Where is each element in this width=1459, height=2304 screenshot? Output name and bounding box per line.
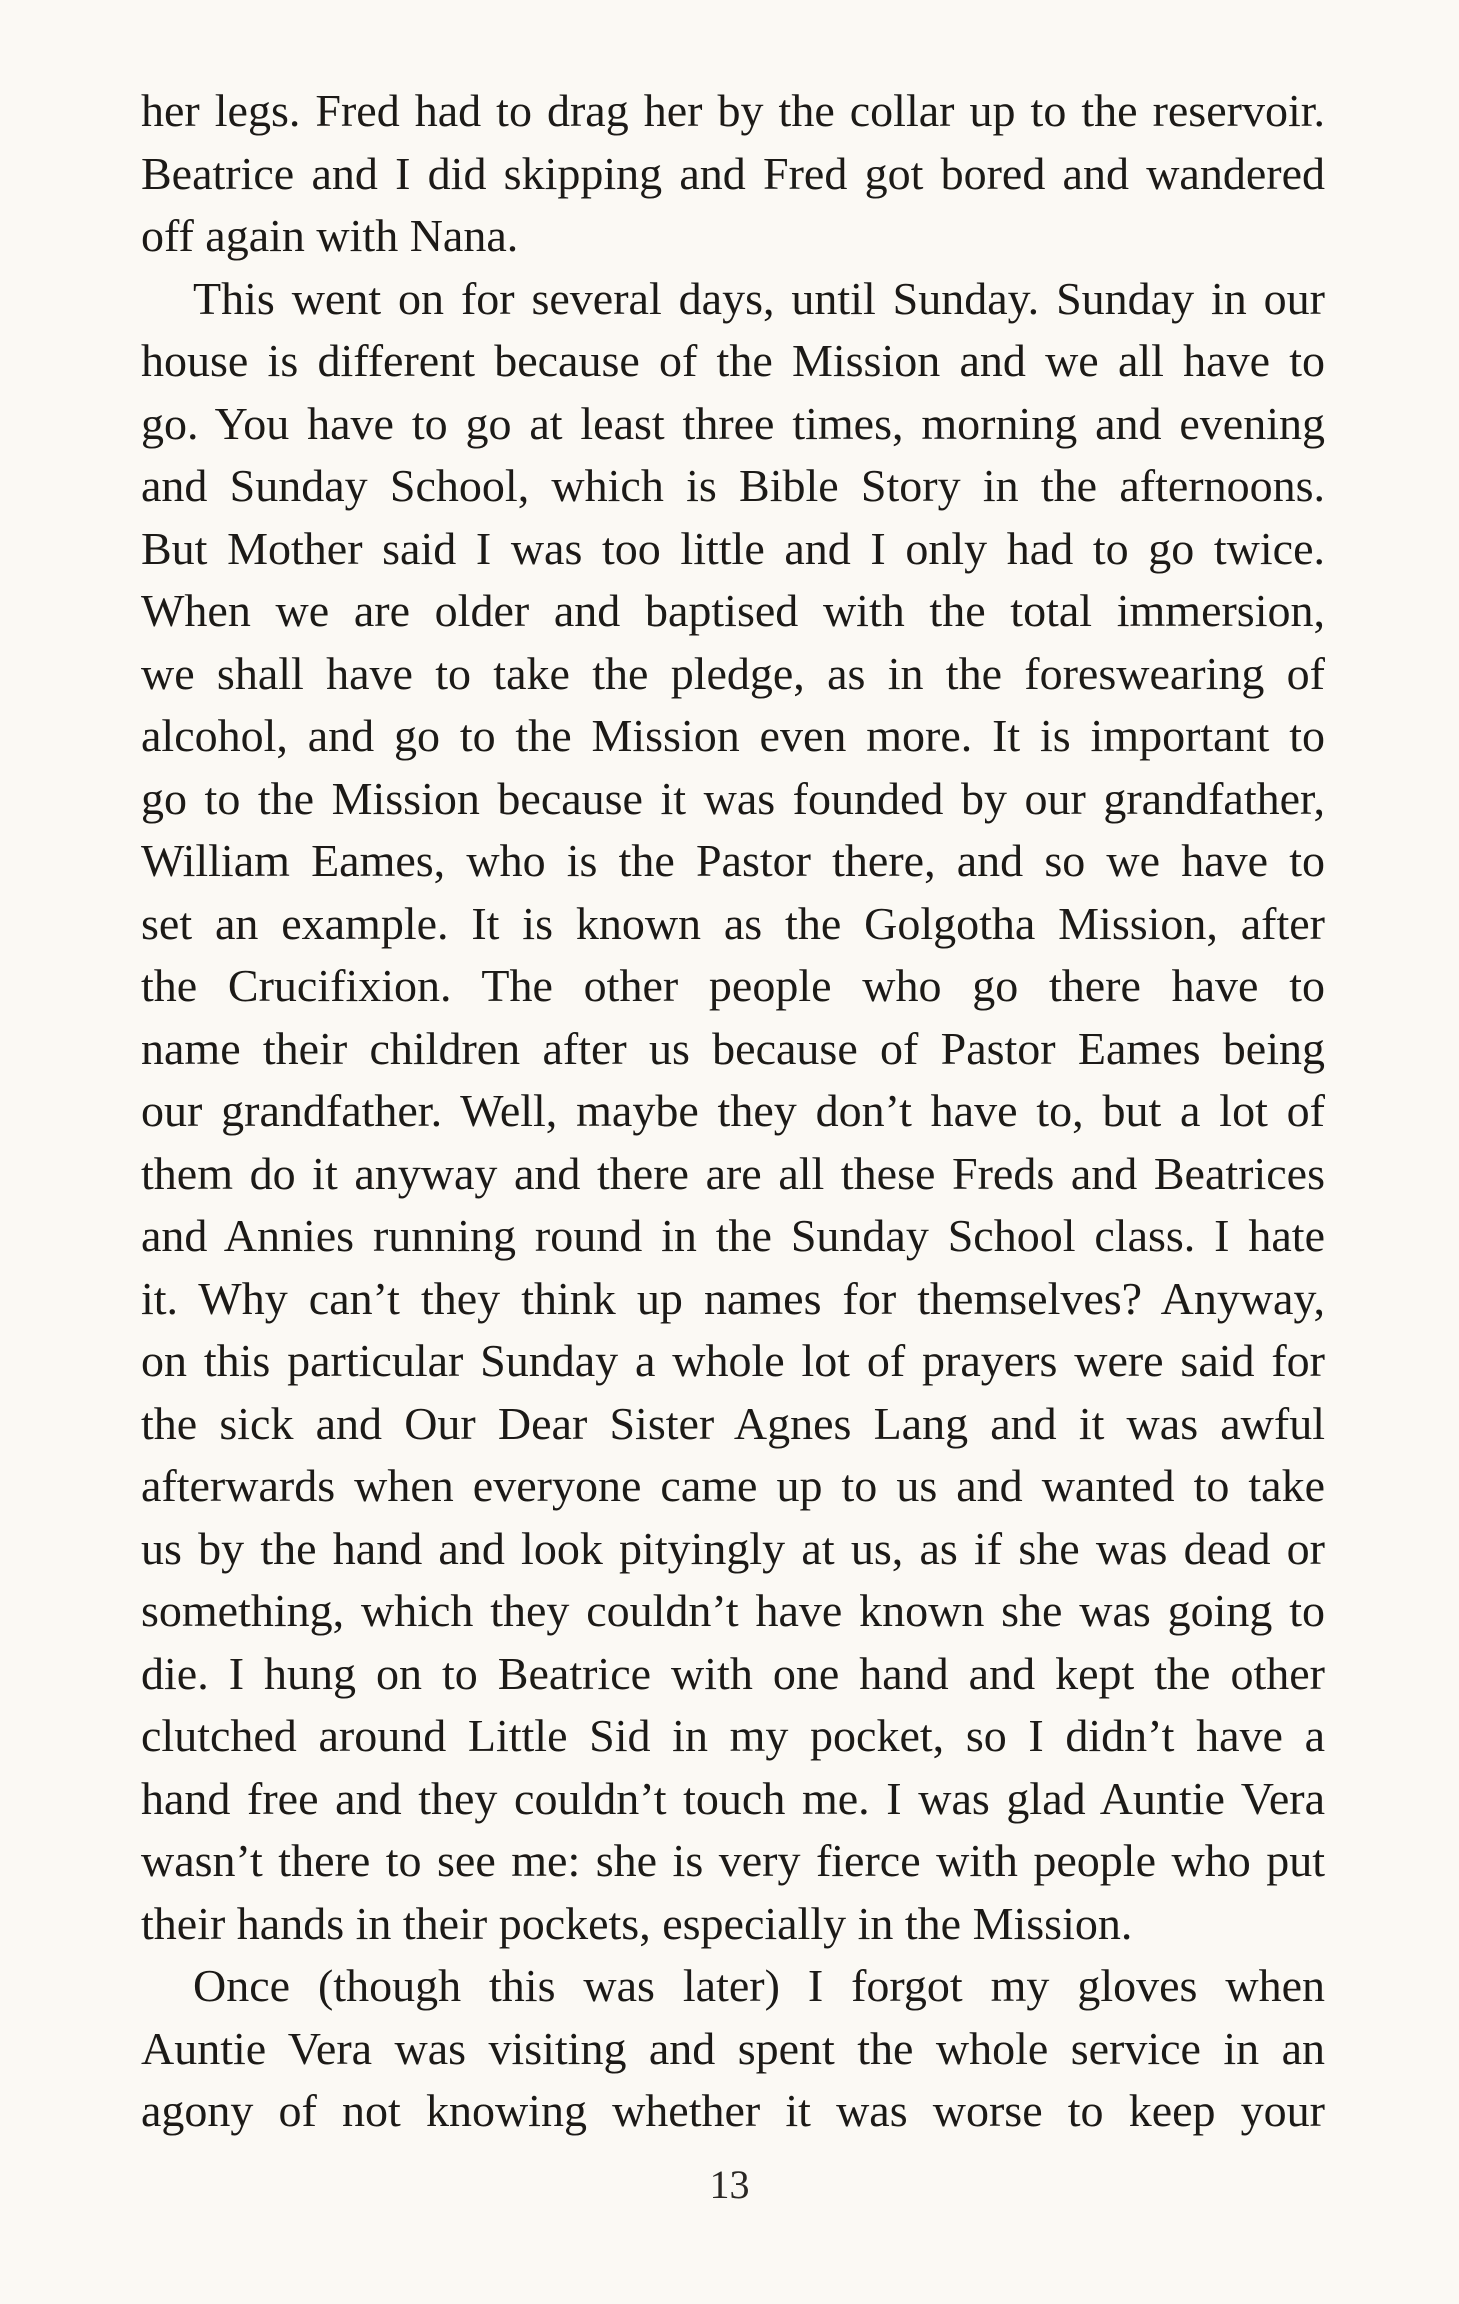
text-line: But Mother said I was too little and I only had to go twice. (141, 522, 1325, 574)
text-line: go to the Mission because it was founded by our grandfather, (141, 772, 1325, 824)
text-line: us by the hand and look pityingly at us, as if she was dead or (141, 1522, 1325, 1574)
text-line: on this particular Sunday a whole lot of prayers were said for (141, 1335, 1325, 1386)
text-line: set an example. It is known as the Golgotha Mission, after (141, 897, 1325, 949)
text-line: hand free and they couldn’t touch me. I was glad Auntie Vera (141, 1772, 1325, 1824)
text-line: name their children after us because of Pastor Eames being (141, 1022, 1325, 1074)
text-line: off again with Nana. (141, 210, 519, 261)
text-line: the sick and Our Dear Sister Agnes Lang and it was awful (141, 1397, 1325, 1449)
text-line: go. You have to go at least three times, morning and evening (141, 397, 1325, 449)
text-line: agony of not knowing whether it was worse to keep your (141, 2085, 1325, 2136)
text-line: alcohol, and go to the Mission even more. It is important to (141, 710, 1325, 761)
text-line: afterwards when everyone came up to us and wanted to take (141, 1460, 1325, 1511)
text-line: their hands in their pockets, especially in the Mission. (141, 1897, 1133, 1949)
text-line: her legs. Fred had to drag her by the collar up to the reservoir. (141, 85, 1325, 136)
page-number: 13 (709, 2162, 750, 2207)
text-line: When we are older and baptised with the total immersion, (141, 585, 1325, 636)
text-line: and Annies running round in the Sunday School class. I hate (141, 1210, 1325, 1261)
text-line: wasn’t there to see me: she is very fierce with people who put (141, 1835, 1325, 1886)
text-line: Beatrice and I did skipping and Fred got bored and wandered (141, 147, 1325, 199)
paragraph (141, 80, 1325, 268)
text-line: Auntie Vera was visiting and spent the whole service in an (141, 2022, 1325, 2074)
text-line: and Sunday School, which is Bible Story in the afternoons. (141, 460, 1325, 511)
text-line: William Eames, who is the Pastor there, and so we have to (141, 835, 1325, 886)
text-line: our grandfather. Well, maybe they don’t have to, but a lot of (141, 1085, 1325, 1136)
paragraph (141, 1955, 1325, 2143)
text-line: die. I hung on to Beatrice with one hand and kept the other (141, 1647, 1325, 1699)
text-line: we shall have to take the pledge, as in the foreswearing of (141, 647, 1325, 699)
text-line: something, which they couldn’t have known she was going to (141, 1585, 1325, 1636)
body-text (141, 80, 1325, 2143)
text-line: This went on for several days, until Sunday. Sunday in our (193, 272, 1325, 324)
text-line: clutched around Little Sid in my pocket, so I didn’t have a (141, 1710, 1325, 1761)
text-line: it. Why can’t they think up names for themselves? Anyway, (141, 1272, 1325, 1324)
text-line: them do it anyway and there are all these Freds and Beatrices (141, 1147, 1325, 1199)
text-line: house is different because of the Mission and we all have to (141, 335, 1325, 386)
paragraph (141, 268, 1325, 1956)
text-line: Once (though this was later) I forgot my gloves when (193, 1960, 1325, 2011)
text-line: the Crucifixion. The other people who go there have to (141, 960, 1325, 1011)
